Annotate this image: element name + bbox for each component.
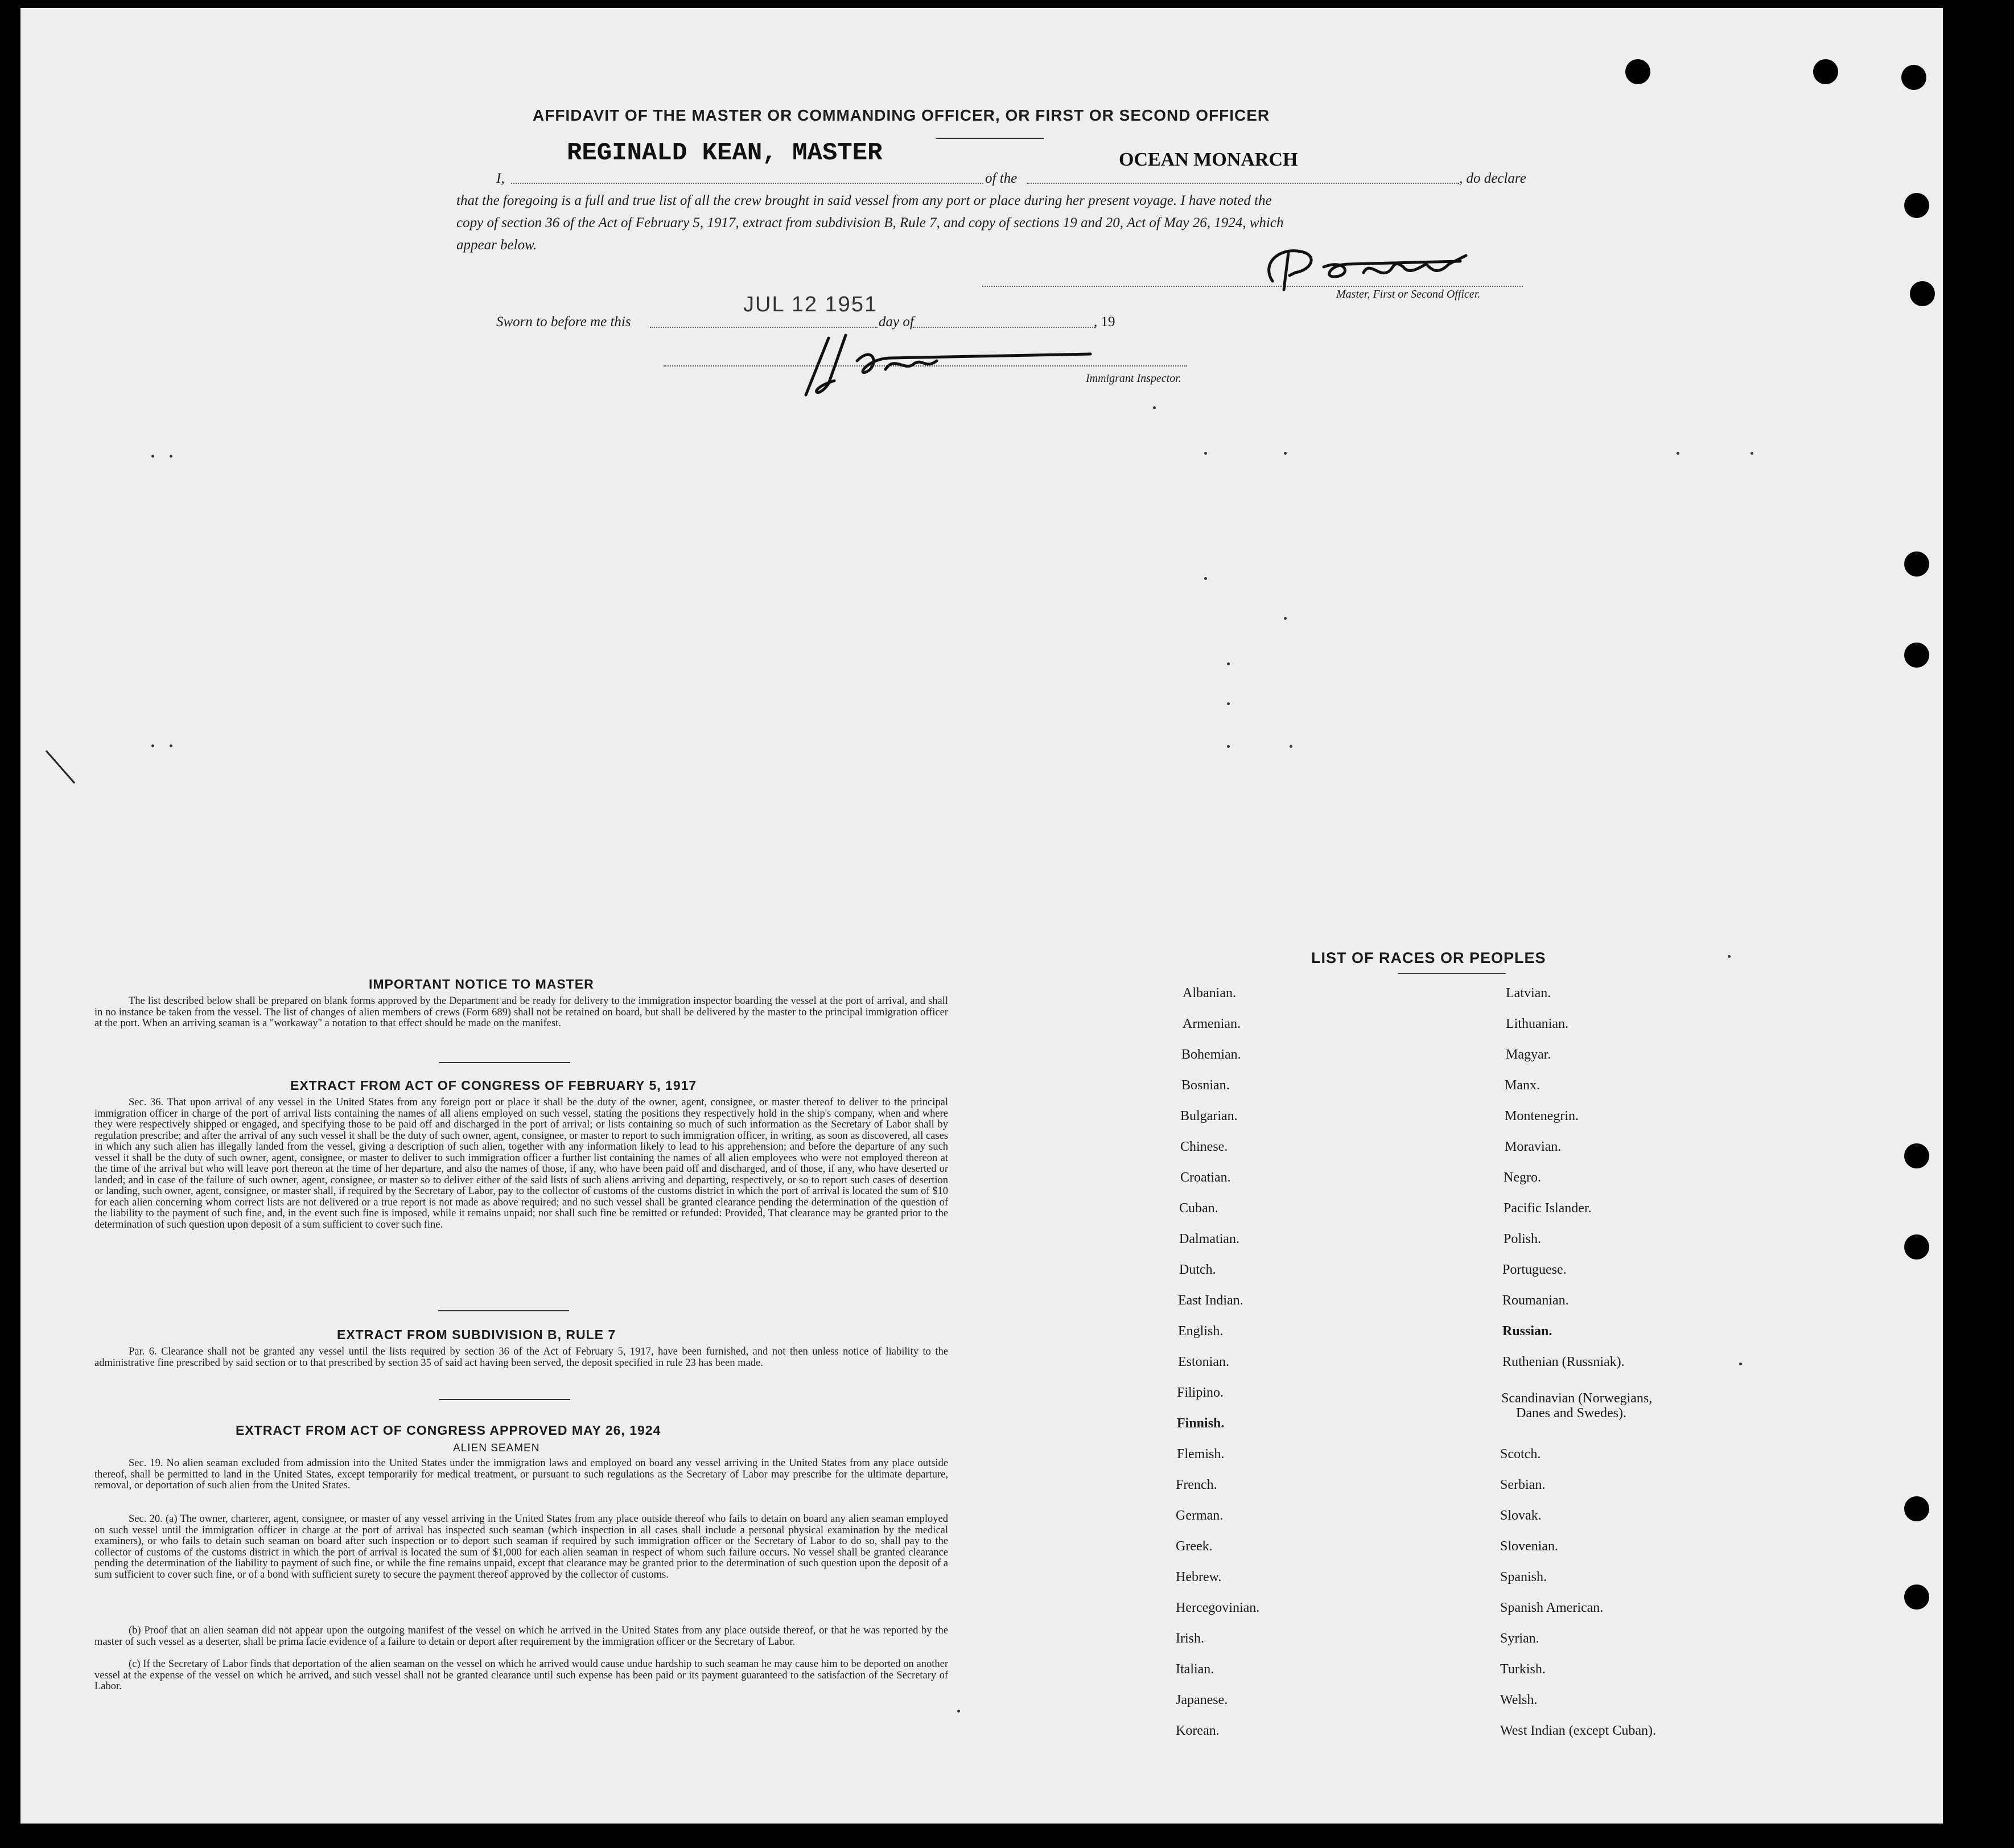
- section-rule: [439, 1399, 570, 1400]
- race-item: Moravian.: [1505, 1139, 1562, 1154]
- punch-hole: [1910, 281, 1935, 306]
- punch-hole: [1813, 59, 1838, 84]
- race-item: Lithuanian.: [1506, 1016, 1568, 1031]
- race-item: Croatian.: [1180, 1170, 1231, 1185]
- heading-rule: [936, 138, 1044, 139]
- race-item: Hebrew.: [1176, 1570, 1222, 1584]
- punch-hole: [1904, 643, 1929, 668]
- race-item: Polish.: [1504, 1232, 1542, 1246]
- name-line: [511, 183, 983, 184]
- extract-rule7-body: Par. 6. Clearance shall not be granted any vessel until the lists required by section 36 of the Act of February 5, 1917, have been furnished, and not then unless notice of liability to the administrative fine prescribed by said section or to that prescribed by section 35 of said act having been served, the deposit specified in rule 23 has been made.: [94, 1346, 948, 1369]
- master-caption: Master, First or Second Officer.: [1336, 288, 1481, 301]
- race-item: Dutch.: [1179, 1262, 1216, 1277]
- ink-speck: [1227, 702, 1230, 705]
- races-heading: LIST OF RACES OR PEOPLES: [1311, 949, 1546, 966]
- race-item: Latvian.: [1506, 986, 1551, 1001]
- sworn-text: Sworn to before me this: [496, 314, 631, 330]
- race-item: Albanian.: [1183, 986, 1236, 1001]
- punch-hole: [1904, 1496, 1929, 1521]
- ink-speck: [1739, 1363, 1742, 1365]
- ink-speck: [151, 744, 154, 747]
- race-item: Bosnian.: [1181, 1078, 1230, 1093]
- notice-heading: IMPORTANT NOTICE TO MASTER: [369, 977, 594, 991]
- race-item: Estonian.: [1178, 1355, 1229, 1369]
- alien-seamen-subheading: ALIEN SEAMEN: [453, 1442, 540, 1454]
- race-item: Spanish American.: [1500, 1600, 1604, 1615]
- race-item: English.: [1178, 1324, 1224, 1339]
- race-item: Bulgarian.: [1180, 1109, 1238, 1123]
- ink-speck: [957, 1710, 960, 1713]
- section-rule: [439, 1062, 570, 1063]
- race-item: Russian.: [1502, 1324, 1552, 1339]
- extract-1917-heading: EXTRACT FROM ACT OF CONGRESS OF FEBRUARY 5, 1917: [290, 1078, 697, 1093]
- ink-speck: [1204, 577, 1207, 580]
- races-rule: [1398, 973, 1506, 974]
- ink-speck: [1284, 617, 1287, 620]
- margin-mark: [43, 748, 77, 788]
- extract-1924-sec19: Sec. 19. No alien seaman excluded from admission into the United States under the immigration laws and employed on board any vessel arriving in the United States from any place outside thereof, shall be permitted to land in the United States, except temporarily for medical treatment, or pursuant to such regulations as the Secretary of Labor may prescribe for the ultimate departure, removal, or deportation of such alien from the United States.: [94, 1458, 948, 1491]
- affidavit-do-declare: , do declare: [1459, 171, 1526, 186]
- affidavit-line-2: that the foregoing is a full and true list of all the crew brought in said vessel from any port or place during her present voyage. I have noted the: [456, 193, 1272, 208]
- punch-hole: [1625, 59, 1650, 84]
- extract-1924-heading: EXTRACT FROM ACT OF CONGRESS APPROVED MAY 26, 1924: [236, 1423, 661, 1438]
- race-item: Portuguese.: [1502, 1262, 1567, 1277]
- race-item: Slovak.: [1500, 1508, 1542, 1523]
- vessel-line: [1027, 183, 1459, 184]
- punch-hole: [1904, 551, 1929, 577]
- race-item: Filipino.: [1177, 1385, 1224, 1400]
- master-signature: [1255, 241, 1500, 295]
- race-item: Scotch.: [1500, 1447, 1541, 1462]
- inspector-signature: [794, 327, 1113, 401]
- affidavit-of-the: of the: [985, 171, 1018, 186]
- master-name-typed: REGINALD KEAN, MASTER: [567, 139, 883, 167]
- race-item: Dalmatian.: [1179, 1232, 1239, 1246]
- race-item: German.: [1176, 1508, 1224, 1523]
- race-item: Syrian.: [1500, 1631, 1539, 1646]
- race-item: Greek.: [1176, 1539, 1213, 1554]
- stamp-date: JUL 12 1951: [743, 293, 878, 316]
- vessel-name: OCEAN MONARCH: [1119, 149, 1298, 170]
- ink-speck: [1153, 406, 1156, 409]
- ink-speck: [1290, 745, 1292, 748]
- affidavit-line-3: copy of section 36 of the Act of February 5, 1917, extract from subdivision B, Rule 7, and copy of sections 19 and 20, Act of May 26, 1924, which: [456, 215, 1284, 231]
- ink-speck: [1284, 452, 1287, 455]
- extract-1924-sec20c: (c) If the Secretary of Labor finds that deportation of the alien seaman on the vessel on which he arrived would cause undue hardship to such seaman he may cause him to be deported on another vessel at the expense of the vessel on which he arrived, and such vessel shall not be granted clearance until such expense has been paid or its payment guaranteed to the satisfaction of the Secretary of Labor.: [94, 1658, 948, 1692]
- race-item: Danes and Swedes).: [1516, 1406, 1626, 1421]
- race-item: Scandinavian (Norwegians,: [1501, 1391, 1653, 1406]
- race-item: Spanish.: [1500, 1570, 1547, 1584]
- extract-rule7-heading: EXTRACT FROM SUBDIVISION B, RULE 7: [337, 1327, 616, 1342]
- extract-1917-body: Sec. 36. That upon arrival of any vessel in the United States from any foreign port or place it shall be the duty of the owner, agent, consignee, or master thereof to deliver to the principal immigration officer in charge of the port of arrival lists containing the names of all aliens employed on such vessel, stating the positions they respectively hold in the ship's company, when and where they were respectively shipped or engaged, and specifying those to be paid off and discharged in the port of arrival; or lists containing so much of such information as the Secretary of Labor shall by regulation prescribe; and after the arrival of any such vessel it shall be the duty of such owner, agent, consignee, or master to report to such immigration officer, in writing, as soon as discovered, all cases in which any such alien has illegally landed from the vessel, giving a description of such alien, together with any information likely to lead to his apprehension; and before the departure of any such vessel it shall be the duty of such owner, agent, consignee, or master to deliver to such immigration officer a further list containing the names of all alien employees who were not employed thereon at the time of the arrival but who will leave port thereon at the time of her departure, and also the names of those, if any, who have been paid off and discharged, and of those, if any, who have deserted or landed; and in case of the failure of such owner, agent, consignee, or master so to deliver either of the said lists of such aliens arriving and departing, respectively, or so to report such cases of desertion or landing, such owner, agent, consignee, or master shall, if required by the Secretary of Labor, pay to the collector of customs of the customs district in which the port of arrival is located the sum of $10 for each alien concerning whom correct lists are not delivered or a true report is not made as above required; and no such vessel shall be granted clearance pending the determination of the question of the liability to the payment of such fine, and, in the event such fine is imposed, while it remains unpaid; nor shall such fine be remitted or refunded: Provided, That clearance may be granted prior to the determination of such question upon deposit of a sum sufficient to cover such fine.: [94, 1097, 948, 1230]
- race-item: Turkish.: [1500, 1662, 1546, 1677]
- day-of-text: day of: [879, 314, 914, 330]
- manifest-sheet: [20, 8, 1943, 1824]
- race-item: Korean.: [1176, 1723, 1220, 1738]
- race-item: Roumanian.: [1502, 1293, 1569, 1308]
- extract-1924-sec20b: (b) Proof that an alien seaman did not appear upon the outgoing manifest of the vessel on which he arrived in the United States from any place outside thereof, or that he was reported by the master of such vessel as a deserter, shall be prima facie evidence of a failure to detain or deport after requirement by the immigration officer or the Secretary of Labor.: [94, 1625, 948, 1648]
- race-item: Ruthenian (Russniak).: [1502, 1355, 1625, 1369]
- punch-hole: [1901, 65, 1926, 90]
- extract-1924-sec20a: Sec. 20. (a) The owner, charterer, agent, consignee, or master of any vessel arriving in the United States from any place outside thereof who fails to detain on board any alien seaman employed on such vessel until the immigration officer in charge at the port of arrival has inspected such seaman (which inspection in all cases shall include a personal physical examination by the medical examiners), or who fails to detain such seaman on board after such inspection or to deport such seaman if required by such immigration officer or the Secretary of Labor to do so, shall pay to the collector of customs of the customs district in which the port of arrival is located the sum of $1,000 for each alien seaman in respect of whom such failure occurs. No vessel shall be granted clearance pending the determination of the liability to payment of such fine, or while the fine remains unpaid, except that clearance may be granted prior to the determination of such question upon the deposit of a sum sufficient to cover such fine, or of a bond with sufficient surety to secure the payment thereof approved by the collector of customs.: [94, 1513, 948, 1581]
- ink-speck: [1751, 452, 1753, 455]
- race-item: Armenian.: [1183, 1016, 1241, 1031]
- ink-speck: [1728, 955, 1731, 958]
- race-item: Hercegovinian.: [1176, 1600, 1260, 1615]
- inspector-caption: Immigrant Inspector.: [1086, 372, 1181, 385]
- race-item: Irish.: [1176, 1631, 1204, 1646]
- race-item: Finnish.: [1177, 1416, 1225, 1431]
- race-item: Flemish.: [1177, 1447, 1225, 1462]
- punch-hole: [1904, 193, 1929, 218]
- race-item: Cuban.: [1179, 1201, 1218, 1216]
- race-item: Manx.: [1505, 1078, 1540, 1093]
- race-item: Serbian.: [1500, 1477, 1546, 1492]
- affidavit-heading: AFFIDAVIT OF THE MASTER OR COMMANDING OFFICER, OR FIRST OR SECOND OFFICER: [533, 106, 1270, 124]
- section-rule: [438, 1310, 569, 1311]
- race-item: Italian.: [1176, 1662, 1214, 1677]
- punch-hole: [1904, 1234, 1929, 1260]
- race-item: French.: [1176, 1477, 1217, 1492]
- punch-hole: [1904, 1584, 1929, 1610]
- race-item: Japanese.: [1176, 1693, 1228, 1707]
- race-item: Slovenian.: [1500, 1539, 1558, 1554]
- ink-speck: [151, 455, 154, 458]
- race-item: Magyar.: [1506, 1047, 1551, 1062]
- race-item: Welsh.: [1500, 1693, 1538, 1707]
- ink-speck: [1204, 452, 1207, 455]
- affidavit-i: I,: [496, 171, 505, 186]
- ink-speck: [1227, 662, 1230, 665]
- race-item: Bohemian.: [1181, 1047, 1241, 1062]
- race-item: East Indian.: [1178, 1293, 1243, 1308]
- race-item: Montenegrin.: [1505, 1109, 1579, 1123]
- ink-speck: [170, 744, 172, 747]
- race-item: West Indian (except Cuban).: [1500, 1723, 1656, 1738]
- ink-speck: [170, 455, 172, 458]
- ink-speck: [1677, 452, 1679, 455]
- year-prefix: , 19: [1094, 314, 1115, 330]
- ink-speck: [1227, 745, 1230, 748]
- race-item: Negro.: [1504, 1170, 1541, 1185]
- affidavit-line-4: appear below.: [456, 237, 537, 253]
- notice-body: The list described below shall be prepared on blank forms approved by the Department and be ready for delivery to the immigration inspector boarding the vessel at the port of arrival, and shall in no instance be taken from the vessel. The list of changes of alien members of crews (Form 689) shall not be retained on board, but shall be delivered by the master to the principal immigration officer at the port. When an arriving seaman is a "workaway" a notation to that effect should be made on the manifest.: [94, 995, 948, 1029]
- race-item: Pacific Islander.: [1504, 1201, 1592, 1216]
- punch-hole: [1904, 1143, 1929, 1168]
- race-item: Chinese.: [1180, 1139, 1228, 1154]
